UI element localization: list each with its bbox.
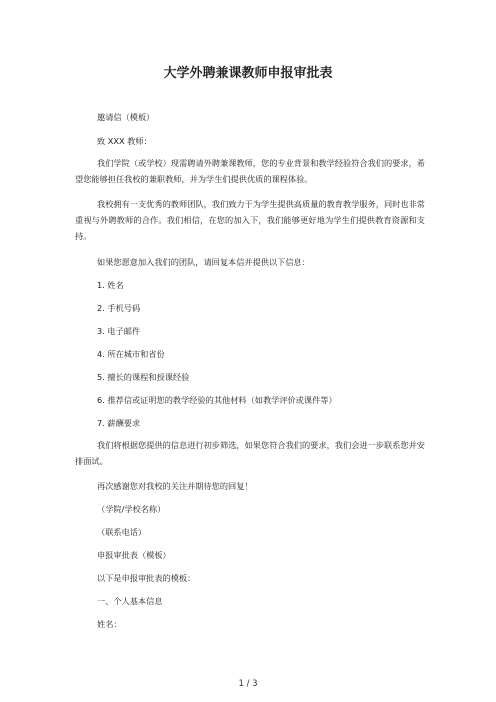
list-item: 6. 推荐信或证明您的教学经验的其他材料（如教学评价或课件等） [97,395,337,405]
form-title: 申报审批表（模板） [97,550,171,560]
document-title: 大学外聘兼课教师申报审批表 [163,66,333,81]
list-item: 1. 姓名 [97,280,124,290]
paragraph-5: 再次感谢您对我校的关注并期待您的回复！ [97,481,253,491]
form-intro: 以下是申报审批表的模板： [97,573,196,583]
paragraph-1: 我们学院（或学校）现需聘请外聘兼课教师，您的专业背景和教学经验符合我们的要求，希望您能够担任我校的兼职教师，并为学生们提供优质的课程体验。 [75,158,425,184]
list-item: 3. 电子邮件 [97,326,141,336]
list-item: 7. 薪酬要求 [97,418,141,428]
paragraph-2: 我校拥有一支优秀的教师团队，我们致力于为学生提供高质量的教育教学服务，同时也非常重视与外聘教师的合作。我们相信，在您的加入下，我们能够更好地为学生们提供教育资源和支持。 [75,199,425,241]
page-number: 1 / 3 [238,679,258,689]
signature-school: （学院/学校名称） [97,504,166,514]
list-item: 2. 手机号码 [97,303,141,313]
greeting: 致 XXX 教师： [97,136,152,146]
list-item: 5. 擅长的课程和授课经验 [97,372,190,382]
paragraph-3: 如果您愿意加入我们的团队，请回复本信并提供以下信息： [97,257,310,267]
section-heading: 一、个人基本信息 [97,596,163,606]
signature-phone: （联系电话） [97,527,147,537]
invite-title: 邀请信（模板） [97,112,155,122]
list-item: 4. 所在城市和省份 [97,349,165,359]
field-name-label: 姓名： [97,619,122,629]
paragraph-4: 我们将根据您提供的信息进行初步筛选，如果您符合我们的要求，我们会进一步联系您并安排面试。 [75,440,425,466]
